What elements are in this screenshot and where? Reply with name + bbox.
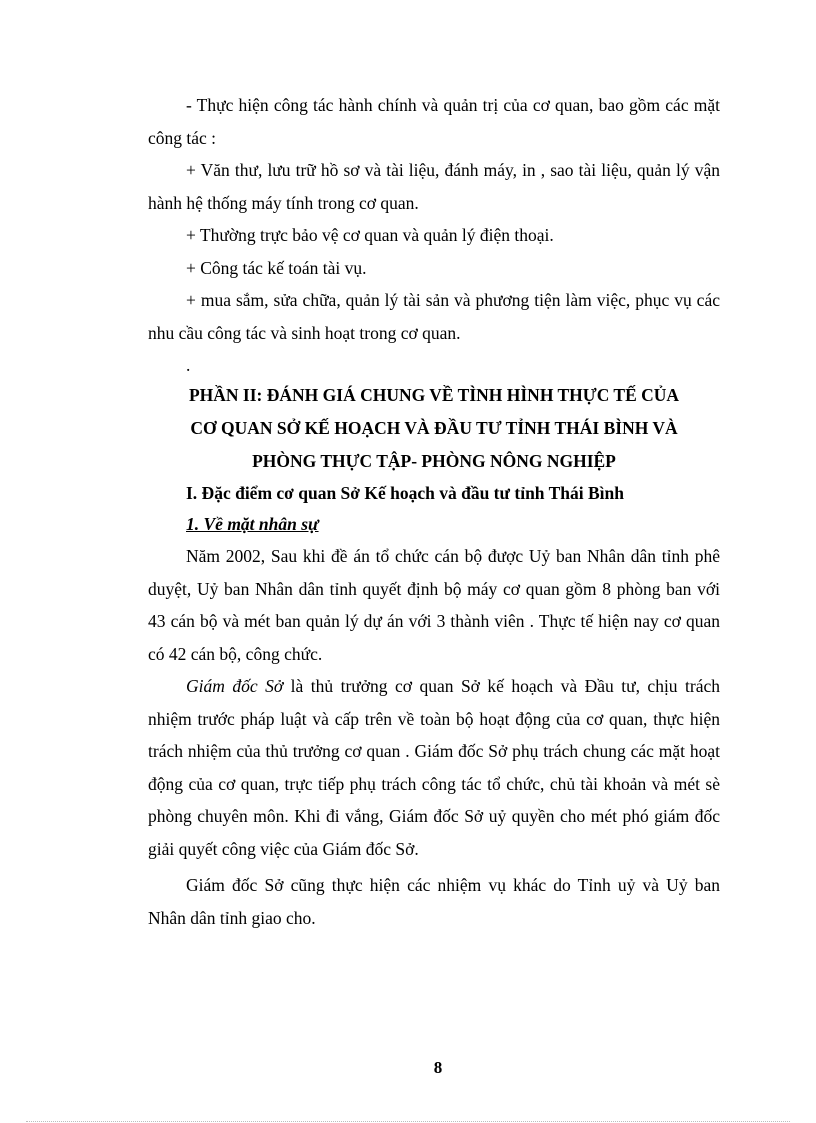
paragraph-staffing: Năm 2002, Sau khi đề án tổ chức cán bộ được Uỷ ban Nhân dân tỉnh phê duyệt, Uỷ ban Nhân dân tỉnh quyết định bộ máy cơ quan gồm 8 phòng ban với 43 cán bộ và mét ban quản lý dự án với 3 thành viên . Thực tế hiện nay cơ quan có 42 cán bộ, công chức. bbox=[148, 546, 720, 664]
page-number: 8 bbox=[433, 1058, 443, 1077]
part-heading-line-1: PHẦN II: ĐÁNH GIÁ CHUNG VỀ TÌNH HÌNH THỰC TẾ CỦA bbox=[188, 385, 680, 405]
paragraph-other-duties: Giám đốc Sở cũng thực hiện các nhiệm vụ khác do Tỉnh uỷ và Uỷ ban Nhân dân tỉnh giao cho. bbox=[148, 875, 720, 928]
section-heading: I. Đặc điểm cơ quan Sở Kế hoạch và đầu tư tỉnh Thái Bình bbox=[186, 483, 624, 503]
intro-section bbox=[148, 89, 720, 382]
stray-dot: . bbox=[186, 355, 191, 375]
duty-item-procurement: + mua sắm, sửa chữa, quản lý tài sản và phương tiện làm việc, phục vụ các nhu cầu công tác và sinh hoạt trong cơ quan. bbox=[148, 290, 720, 343]
body-section bbox=[148, 478, 720, 934]
subsection-heading: 1. Về mặt nhân sự bbox=[186, 514, 319, 534]
director-description: là thủ trưởng cơ quan Sở kế hoạch và Đầu tư, chịu trách nhiệm trước pháp luật và cấp trên về toàn bộ hoạt động của cơ quan, thực hiện trách nhiệm của thủ trưởng cơ quan . Giám đốc Sở phụ trách chung các mặt hoạt động của cơ quan, trực tiếp phụ trách công tác tổ chức, chủ tài khoản và mét sè phòng chuyên môn. Khi đi vắng, Giám đốc Sở uỷ quyền cho mét phó giám đốc giải quyết công việc của Giám đốc Sở. bbox=[148, 676, 721, 859]
paragraph-director bbox=[148, 670, 720, 865]
duty-item-accounting: + Công tác kế toán tài vụ. bbox=[186, 257, 367, 278]
director-title-italic: Giám đốc Sở bbox=[186, 676, 284, 696]
intro-duty-line: - Thực hiện công tác hành chính và quản trị của cơ quan, bao gồm các mặt công tác : bbox=[148, 95, 720, 148]
part-heading bbox=[148, 380, 720, 476]
duty-item-security: + Thường trực bảo vệ cơ quan và quản lý điện thoại. bbox=[186, 225, 554, 245]
footer-divider bbox=[26, 1121, 790, 1122]
duty-item-archiving: + Văn thư, lưu trữ hồ sơ và tài liệu, đánh máy, in , sao tài liệu, quản lý vận hành hệ thống máy tính trong cơ quan. bbox=[148, 160, 720, 213]
part-heading-line-3: PHÒNG THỰC TẬP- PHÒNG NÔNG NGHIỆP bbox=[252, 451, 616, 471]
part-heading-line-2: CƠ QUAN SỞ KẾ HOẠCH VÀ ĐẦU TƯ TỈNH THÁI BÌNH VÀ bbox=[190, 418, 678, 438]
